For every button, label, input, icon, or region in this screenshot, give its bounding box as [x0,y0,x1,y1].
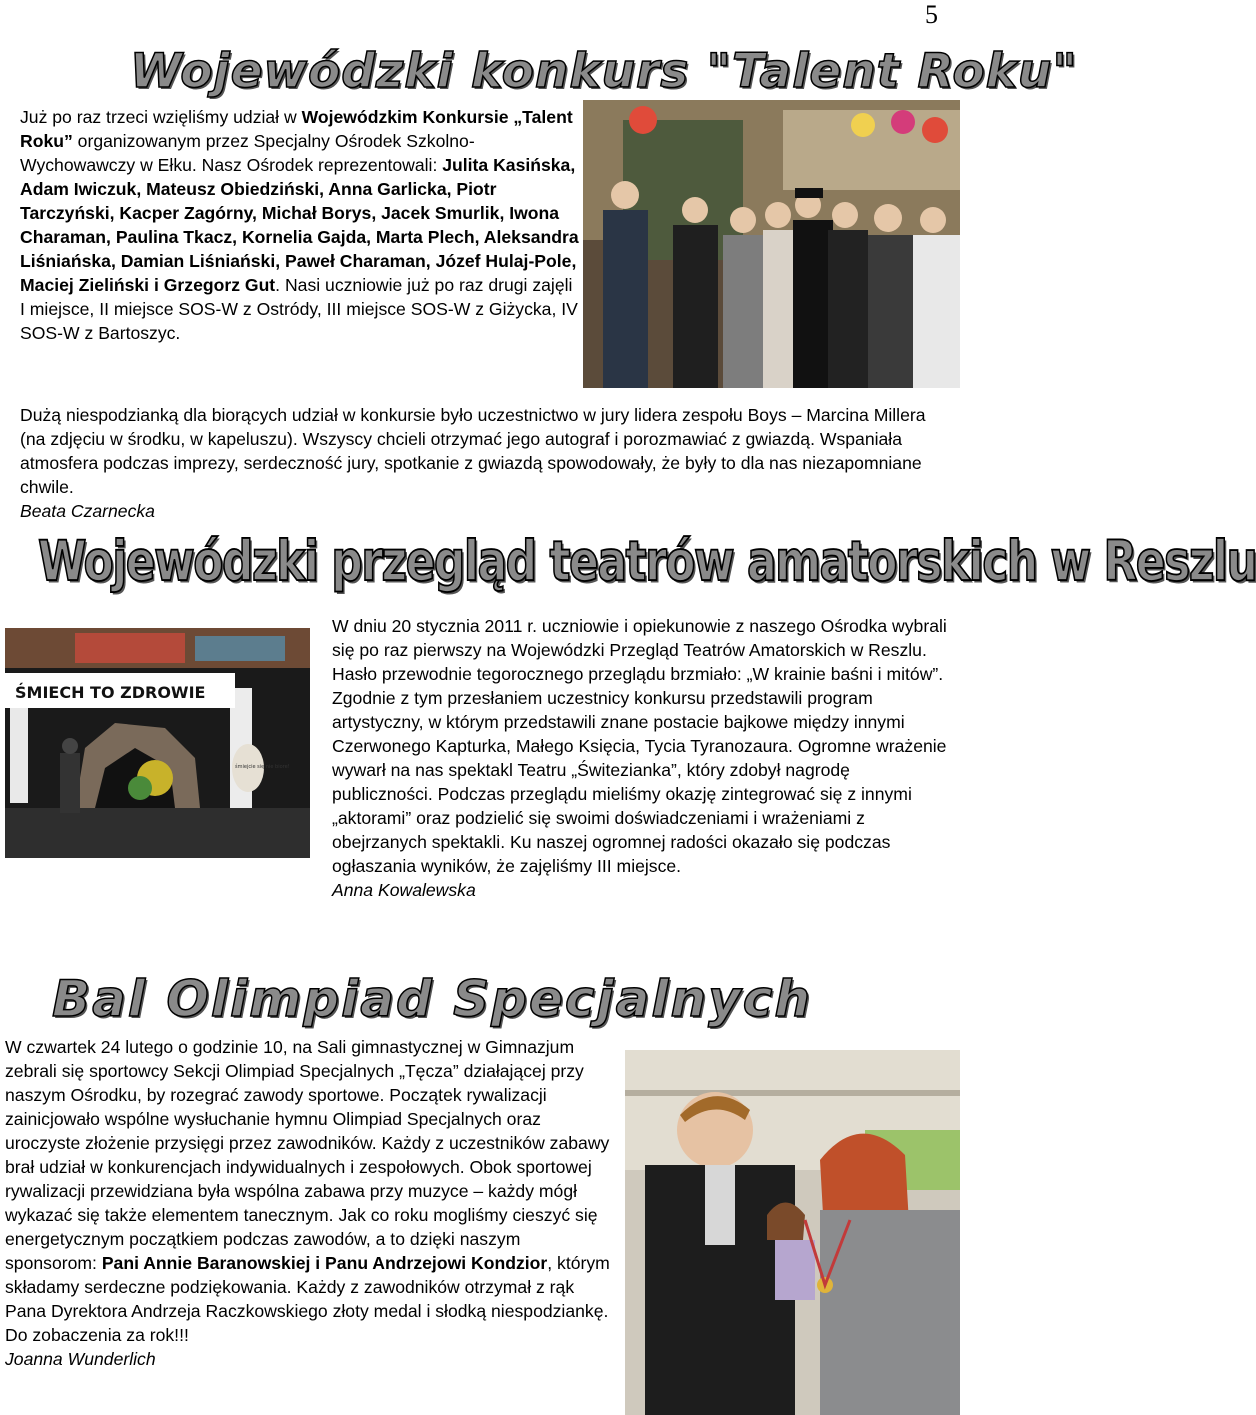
paragraph-text: W dniu 20 stycznia 2011 r. uczniowie i opiekunowie z naszego Ośrodka wybrali się po raz pierwszy na Wojewódzki Przegląd Teatrów Amatorskich w Reszlu. Hasło przewodnie tegorocznego przeglądu brzmiało: „W krainie baśni i mitów”. Zgodnie z tym przesłaniem uczestnicy konkursu przedstawili program artystyczny, w którym przedstawili znane postacie bajkowe między innymi Czerwonego Kapturka, Małego Księcia, Tycia Tyranozaura. Ogromne wrażenie wywarł na nas spektakl Teatru „Świtezianka”, który zdobył nagrodę publiczności. Podczas przeglądu mieliśmy okazję zintegrować się z innymi „aktorami” oraz podzielić się swoimi doświadczeniami i wrażeniami z obejrzanych spektakli. Ku naszej ogromnej radości okazało się podczas ogłaszania wyników, że zajęliśmy III miejsce. [332,616,947,876]
theatre-stage-photo [5,628,310,858]
bal-olimpiad-paragraph [5,1035,617,1371]
author-signature: Beata Czarnecka [20,501,155,521]
medal-ceremony-photo [625,1050,960,1415]
stage-banner-text: ŚMIECH TO ZDROWIE [15,683,206,702]
sponsors-names: Pani Annie Baranowskiej i Panu Andrzejowi Kondzior [101,1253,548,1273]
text-run: W czwartek 24 lutego o godzinie 10, na Sali gimnastycznej w Gimnazjum zebrali się sportowcy Sekcji Olimpiad Specjalnych „Tęcza” działającej przy naszym Ośrodku, by rozegrać zawody sportowe. Początek rywalizacji zainicjowało wspólne wysłuchanie hymnu Olimpiad Specjalnych oraz uroczyste złożenie przysięgi przez zawodników. Każdy z uczestników zabawy brał udział w konkurencjach indywidualnych i zespołowych. Obok sportowej rywalizacji przewidziana była wspólna zabawa przy muzyce – każdy mógł wykazać się także elementem tanecznym. Jak co roku mogliśmy cieszyć się energetycznym początkiem podczas zawodów, a to dzięki naszym sponsorom: [5,1037,610,1273]
paragraph-text: Dużą niespodzianką dla biorących udział w konkursie było uczestnictwo w jury lidera zespołu Boys – Marcina Millera (na zdjęciu w środku, w kapeluszu). Wszyscy chcieli otrzymać jego autograf i porozmawiać z gwiazdą. Wspaniała atmosfera podczas imprezy, serdeczność jury, spotkanie z gwiazdą spowodowały, że były to dla nas niezapomniane chwile. [20,405,926,497]
text-run: Już po raz trzeci wzięliśmy udział w [20,107,302,127]
text-run-bold: Wojewódzkim Konkursie „Talent Roku” [20,107,573,151]
talent-roku-paragraph-1 [20,105,580,345]
author-signature: Joanna Wunderlich [5,1349,156,1369]
section-title-teatry: Wojewódzki przegląd teatrów amatorskich w Reszlu [38,530,1256,594]
teatry-paragraph [332,614,947,902]
stage-sign-text: śmiejcie się nie biore! [235,764,290,770]
talent-roku-group-photo [583,100,960,388]
author-signature: Anna Kowalewska [332,880,476,900]
text-run: organizowanym przez Specjalny Ośrodek Szkolno-Wychowawczy w Ełku. Nasz Ośrodek reprezentowali: [20,131,475,175]
section-title-talent-roku: Wojewódzki konkurs "Talent Roku" [130,44,1078,99]
section-title-bal-olimpiad: Bal Olimpiad Specjalnych [52,970,812,1028]
talent-roku-paragraph-2 [20,403,945,523]
text-run: . Nasi uczniowie już po raz drugi zajęli I miejsce, II miejsce SOS-W z Ostródy, III miejsce SOS-W z Giżycka, IV SOS-W z Bartoszyc. [20,275,578,343]
page-number: 5 [925,0,938,29]
text-run: , którym składamy serdeczne podziękowania. Każdy z zawodników otrzymał z rąk Pana Dyrektora Andrzeja Raczkowskiego złoty medal i słodką niespodziankę. Do zobaczenia za rok!!! [5,1253,610,1345]
participants-list: Julita Kasińska, Adam Iwiczuk, Mateusz Obiedziński, Anna Garlicka, Piotr Tarczyński, Kacper Zagórny, Michał Borys, Jacek Smurlik, Iwona Charaman, Paulina Tkacz, Kornelia Gajda, Marta Plech, Aleksandra Liśniańska, Damian Liśniański, Paweł Charaman, Józef Hulaj-Pole, Maciej Zieliński i Grzegorz Gut [20,155,579,295]
